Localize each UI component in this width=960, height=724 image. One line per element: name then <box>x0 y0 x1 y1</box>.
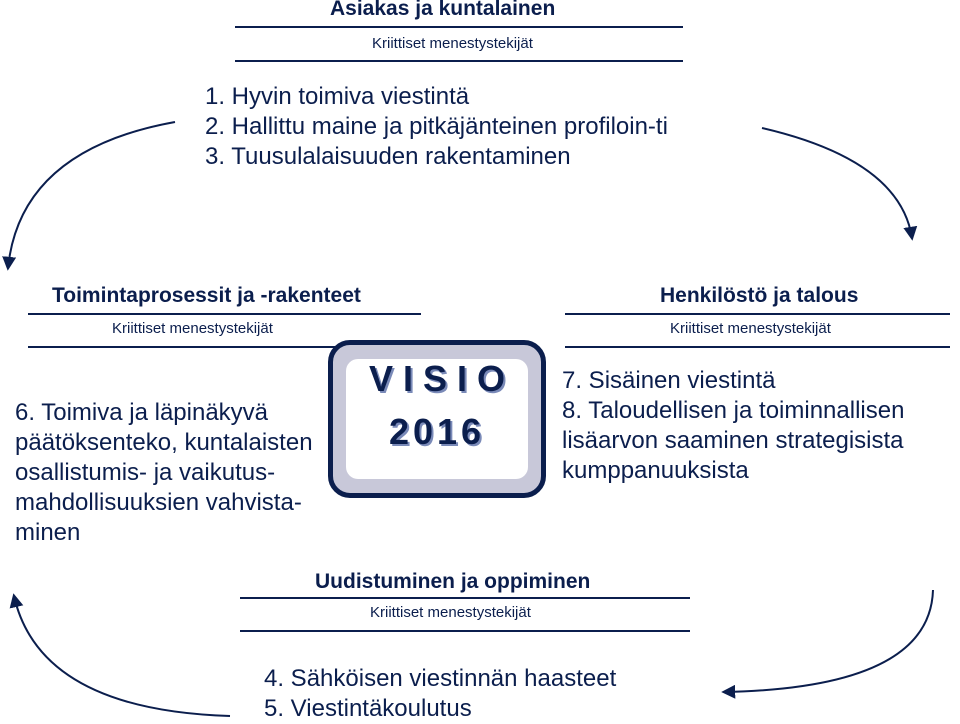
left-title-rule <box>28 313 421 315</box>
bottom-goal-list <box>264 664 704 724</box>
top-title-rule <box>235 26 683 28</box>
arrow-top-right <box>762 128 912 238</box>
bottom-title-rule <box>240 597 690 599</box>
top-subtitle: Kriittiset menestystekijät <box>372 35 533 52</box>
top-goal-3: 3. Tuusulalaisuuden rakentaminen <box>205 143 571 170</box>
bottom-title: Uudistuminen ja oppiminen <box>315 570 591 593</box>
vision-word: V I S I O <box>368 358 506 399</box>
right-subtitle: Kriittiset menestystekijät <box>670 320 831 337</box>
top-goal-2: 2. Hallittu maine ja pitkäjänteinen profiloin-ti <box>205 113 668 140</box>
left-title: Toimintaprosessit ja -rakenteet <box>52 284 361 307</box>
left-subtitle: Kriittiset menestystekijät <box>112 320 273 337</box>
right-title: Henkilöstö ja talous <box>660 284 859 307</box>
top-subtitle-rule <box>235 60 683 62</box>
bottom-goal-5: 5. Viestintäkoulutus <box>264 695 472 722</box>
bottom-subtitle: Kriittiset menestystekijät <box>370 604 531 621</box>
bottom-goal-4: 4. Sähköisen viestinnän haasteet <box>264 665 617 692</box>
arrow-top-left <box>8 122 175 268</box>
top-title: Asiakas ja kuntalainen <box>330 0 556 20</box>
vision-frame <box>328 340 546 498</box>
top-goal-list <box>205 82 725 172</box>
arrow-bottom-right <box>724 590 933 692</box>
right-title-rule <box>565 313 950 315</box>
right-subtitle-rule <box>565 346 950 348</box>
left-goal: 6. Toimiva ja läpinäkyvä päätöksenteko, kuntalaisten osallistumis- ja vaikutus-mahdollisuuksien vahvista-minen <box>15 399 313 546</box>
top-goal-1: 1. Hyvin toimiva viestintä <box>205 83 470 110</box>
right-goal-8: 8. Taloudellisen ja toiminnallisen lisäarvon saaminen strategisista kumppanuuksista <box>562 397 905 484</box>
vision-inner-panel <box>346 359 528 479</box>
right-goal-7: 7. Sisäinen viestintä <box>562 367 776 394</box>
vision-year: 2016 <box>388 411 486 452</box>
bottom-subtitle-rule <box>240 630 690 632</box>
arrow-bottom-left <box>14 596 230 716</box>
